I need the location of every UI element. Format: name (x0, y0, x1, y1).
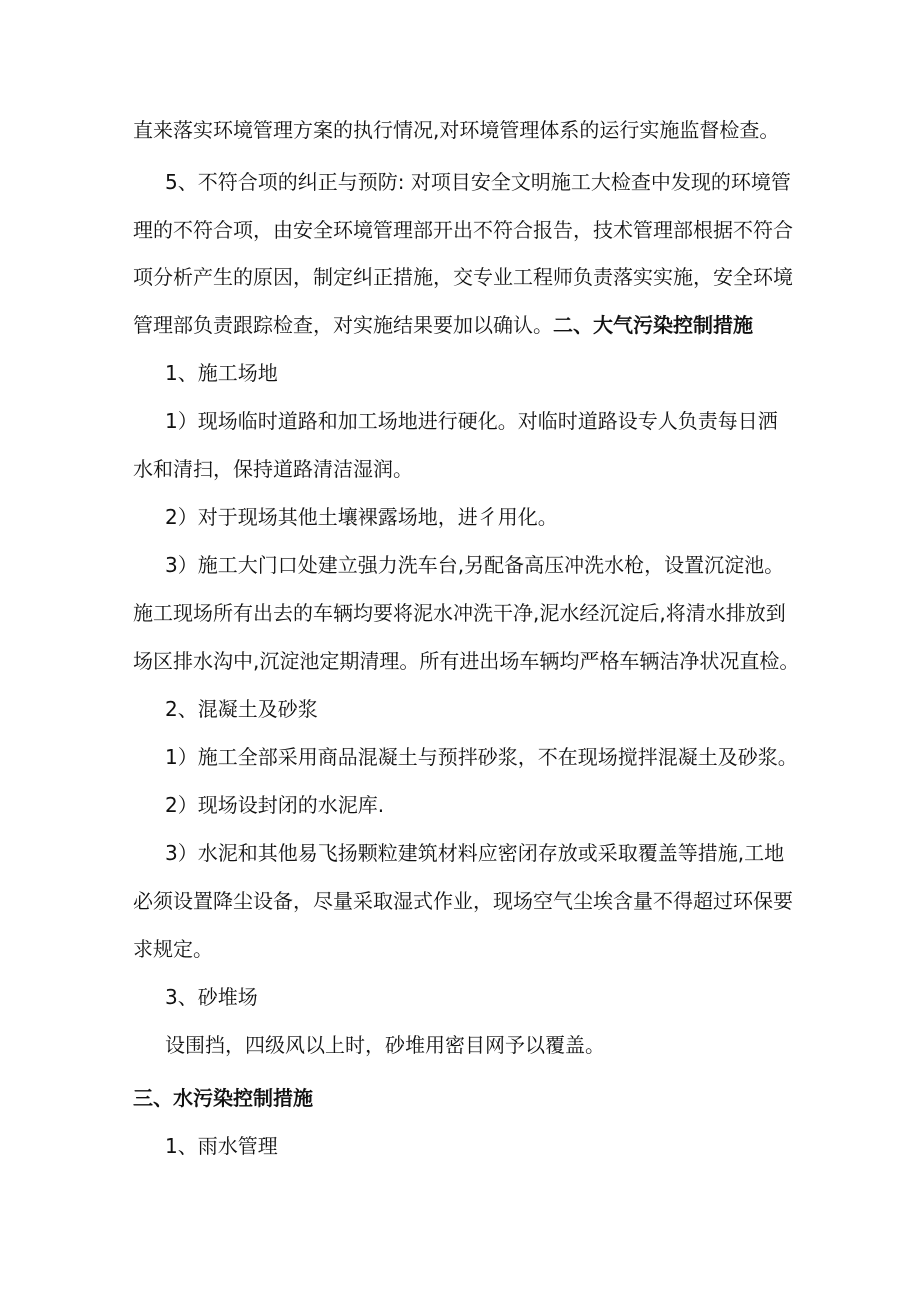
section-heading-water-pollution: 三、水污染控制措施 (133, 1086, 313, 1110)
paragraph-line: 施工现场所有出去的车辆均要将泥水冲洗干净,泥水经沉淀后,将清水排放到 (133, 601, 786, 625)
paragraph-line: 3）水泥和其他易飞扬颗粒建筑材料应密闭存放或采取覆盖等措施,工地 (165, 841, 785, 865)
paragraph-line: 5、不符合项的纠正与预防: 对项目安全文明施工大检查中发现的环境管 (165, 170, 791, 194)
paragraph-line: 必须设置降尘设备，尽量采取湿式作业，现场空气尘埃含量不得超过环保要 (133, 889, 793, 913)
subsection-heading: 3、砂堆场 (165, 985, 258, 1009)
subsection-heading: 1、施工场地 (165, 361, 278, 385)
section-heading-air-pollution: 二、大气污染控制措施 (553, 313, 753, 337)
paragraph-line: 设围挡，四级风以上时，砂堆用密目网予以覆盖。 (165, 1033, 605, 1057)
paragraph-line: 直来落实环境管理方案的执行情况,对环境管理体系的运行实施监督检查。 (133, 118, 780, 142)
paragraph-line: 2）对于现场其他土壤裸露场地，进彳用化。 (165, 505, 558, 529)
paragraph-line: 2）现场设封闭的水泥库. (165, 793, 385, 817)
paragraph-line: 场区排水沟中,沉淀池定期清理。所有进出场车辆均严格车辆洁净状况直检。 (133, 649, 800, 673)
paragraph-line: 项分析产生的原因，制定纠正措施，交专业工程师负责落实实施，安全环境 (133, 265, 793, 289)
paragraph-line: 3）施工大门口处建立强力洗车台,另配备高压冲洗水枪，设置沉淀池。 (165, 553, 785, 577)
subsection-heading: 1、雨水管理 (165, 1134, 278, 1158)
paragraph-line: 1）现场临时道路和加工场地进行硬化。对临时道路设专人负责每日洒 (165, 409, 778, 433)
subsection-heading: 2、混凝土及砂浆 (165, 697, 318, 721)
paragraph-text: 管理部负责跟踪检查，对实施结果要加以确认。 (133, 313, 553, 337)
paragraph-line: 水和清扫，保持道路清洁湿润。 (133, 457, 413, 481)
paragraph-line: 1）施工全部采用商品混凝土与预拌砂浆，不在现场搅拌混凝土及砂浆。 (165, 745, 798, 769)
paragraph-line (133, 310, 793, 340)
paragraph-line: 理的不符合项，由安全环境管理部开出不符合报告，技术管理部根据不符合 (133, 218, 793, 242)
paragraph-line: 求规定。 (133, 937, 213, 961)
